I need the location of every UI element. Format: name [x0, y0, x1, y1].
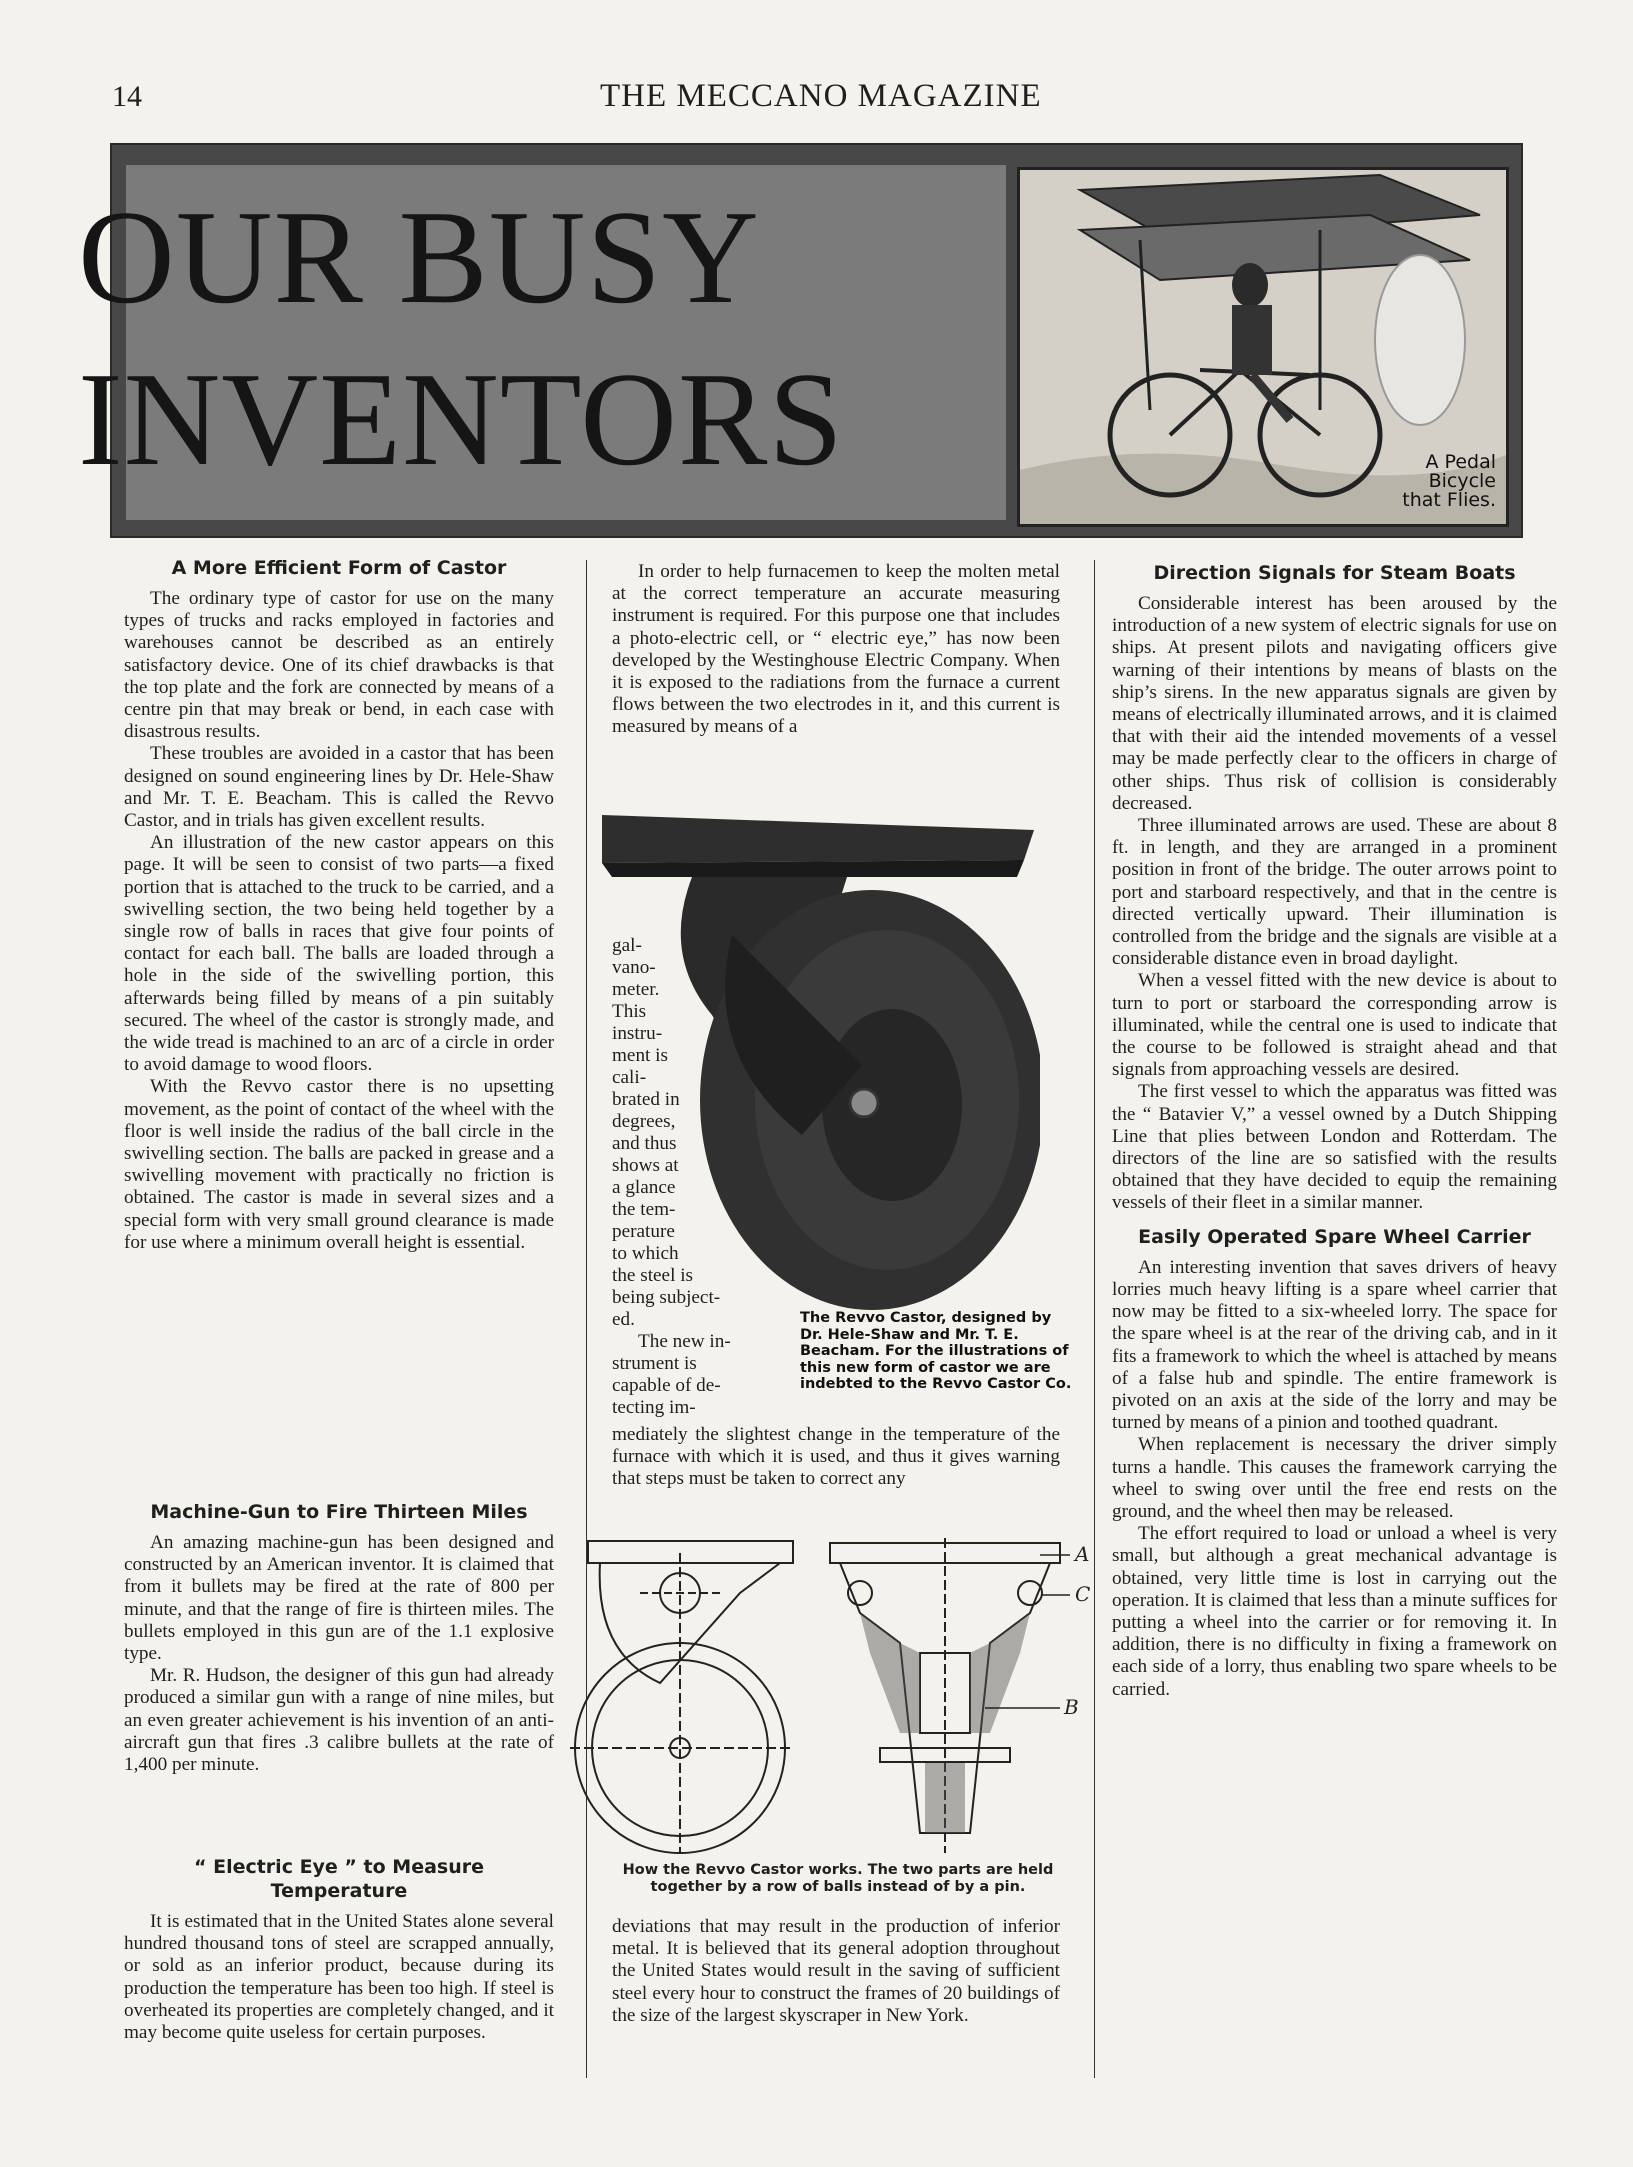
article-machine-gun: Machine-Gun to Fire Thirteen Miles An amazing machine-gun has been designed and constructed by an American inventor. It is claimed that from it bullets may be fired at the rate of 800 per minute, and that the range of fire is thirteen miles. The bullets employed in this gun are of the 1.1 explosive type. Mr. R. Hudson, the designer of this gun had already produced a similar gun with a range of nine miles, but an even greater achievement is his invention of an anti-aircraft gun that fires .3 calibre bullets at the rate of 1,400 per minute. — [124, 1501, 554, 1776]
headline-line-1: OUR BUSY — [78, 183, 760, 331]
galvanometer-text: gal- vano- meter. This instru- ment is cali- brated in degrees, and thus shows at a glance the tem- perature to which the steel is being subject- ed. The new in- strument is capable of de- tecting im- — [612, 935, 731, 1418]
flying-bicycle-illustration — [1017, 167, 1509, 527]
headline-line-2: INVENTORS — [78, 345, 844, 493]
column-rule-right — [1094, 560, 1095, 2078]
article-castor: A More Efficient Form of Castor The ordinary type of castor for use on the many types of trucks and racks employed in factories and warehouses cannot be described as an entirely satisfactory device. One of its chief drawbacks is that the top plate and the fork are connected by means of a centre pin that may break or bend, in each case with disastrous results. These troubles are avoided in a castor that has been designed on sound engineering lines by Dr. Hele-Shaw and Mr. T. E. Beacham. This is called the Revvo Castor, and in trials has given excellent results. An illustration of the new castor appears on this page. It will be seen to consist of two parts—a fixed portion that is attached to the truck to be carried, and a swivelling section, the two being held together by a single row of balls in races that give four points of contact for each ball. The balls are loaded through a hole in the side of the swivelling portion, this afterwards being filled by means of a pin suitably secured. The wheel of the castor is strongly made, and the wide tread is machined to an arc of a circle in order to avoid damage to wood floors. With the Revvo castor there is no upsetting movement, as the point of contact of the wheel with the floor is well inside the radius of the ball circle in the swivelling section. The balls are packed in grease and a swivelling movement with practically no friction is obtained. The castor is made in several sizes and a special form with very small ground clearance is made for use where a minimum overall height is essential. — [124, 557, 554, 1253]
castor-technical-drawing — [540, 1533, 1090, 1858]
electric-eye-end: deviations that may result in the production of inferior metal. It is believed that its general adoption throughout the United States would result in the saving of sufficient steel every hour to construct the frames of 20 buildings of the size of the largest skyscraper in New York. — [612, 1916, 1060, 2026]
drawing-label-b: B — [1064, 1695, 1079, 1719]
heading-machine-gun: Machine-Gun to Fire Thirteen Miles — [150, 1501, 528, 1523]
drawing-label-c: C — [1075, 1582, 1090, 1606]
electric-eye-continued-mid: mediately the slightest change in the temperature of the furnace with which it is used, and thus it gives warning that steps must be taken to correct any — [612, 1424, 1060, 1490]
heading-electric-eye: “ Electric Eye ” to Measure Temperature — [193, 1856, 484, 1902]
illustration-caption: A Pedal Bicycle that Flies. — [1402, 451, 1496, 511]
castor-photo-caption: The Revvo Castor, designed by Dr. Hele-Shaw and Mr. T. E. Beacham. For the illustrations of this new form of castor we are indebted to the Revvo Castor Co. — [800, 1310, 1072, 1392]
magazine-title: THE MECCANO MAGAZINE — [600, 78, 1042, 114]
page-number: 14 — [112, 80, 142, 113]
drawing-caption: How the Revvo Castor works. The two parts are held together by a row of balls instead of by a pin. — [622, 1862, 1054, 1895]
drawing-label-a: A — [1075, 1542, 1090, 1566]
castor-section-drawing — [540, 1533, 1090, 1858]
heading-spare-wheel: Easily Operated Spare Wheel Carrier — [1138, 1225, 1531, 1248]
electric-eye-continued: In order to help furnacemen to keep the molten metal at the correct temperature an accurate measuring instrument is required. For this purpose one that includes a photo-electric cell, or “ electric eye,” has now been developed by the Westinghouse Electric Company. When it is exposed to the radiations from the furnace a current flows between the two electrodes in it, and this current is measured by means of a — [612, 561, 1060, 738]
right-column: Direction Signals for Steam Boats Considerable interest has been aroused by the introduction of a new system of electric signals for use on ships. At present pilots and navigating officers give warning of their intentions by means of blasts on the ship’s sirens. In the new apparatus signals are given by means of electrically illuminated arrows, and it is claimed that with their aid the intended movements of a vessel may be made perfectly clear to the officers in charge of other ships. Thus risk of collision is considerably decreased. Three illuminated arrows are used. These are about 8 ft. in length, and they are arranged in a prominent position in front of the bridge. The outer arrows point to port and starboard respectively, and that in the centre is directed vertically upward. Their illumination is controlled from the bridge and the signals are visible at a considerable distance even in broad daylight. When a vessel fitted with the new device is about to turn to port or starboard the corresponding arrow is illuminated, while the central one is used to indicate that the course to be followed is straight ahead and that signals from approaching vessels are desired. The first vessel to which the apparatus was fitted was the “ Batavier V,” a vessel owned by a Dutch Shipping Line that plies between London and Rotterdam. The directors of the line are so satisfied with the results obtained that they have decided to equip the remaining vessels of their fleet in a similar manner. Easily Operated Spare Wheel Carrier An interesting invention that saves drivers of heavy lorries much heavy lifting is a spare wheel carrier that now may be fitted to a six-wheeled lorry. The space for the spare wheel is at the rear of the driving cab, and in it fits a framework to which the wheel is attached by means of a false hub and spindle. The entire framework is pivoted on an axis at the side of the lorry and may be turned by means of a pinion and toothed quadrant. When replacement is necessary the driver simply turns a handle. This causes the framework carrying the wheel to swing over until the free end rests on the ground, and the wheel then may be released. The effort required to load or unload a wheel is very small, but although a great mechanical advantage is obtained, very little time is lost in carrying out the operation. It is claimed that less than a minute suffices for putting a wheel into the carrier or for removing it. In addition, there is no difficulty in fixing a framework on each side of a lorry, thus enabling two spare wheels to be carried. — [1112, 562, 1557, 1700]
heading-castor: A More Efficient Form of Castor — [171, 557, 507, 579]
heading-direction-signals: Direction Signals for Steam Boats — [1153, 562, 1516, 584]
article-electric-eye: “ Electric Eye ” to Measure Temperature It is estimated that in the United States alone several hundred thousand tons of steel are scrapped annually, or sold as an inferior product, because during its production the temperature has been too high. If steel is overheated its properties are completely changed, and it may become quite useless for certain purposes. — [124, 1856, 554, 2044]
